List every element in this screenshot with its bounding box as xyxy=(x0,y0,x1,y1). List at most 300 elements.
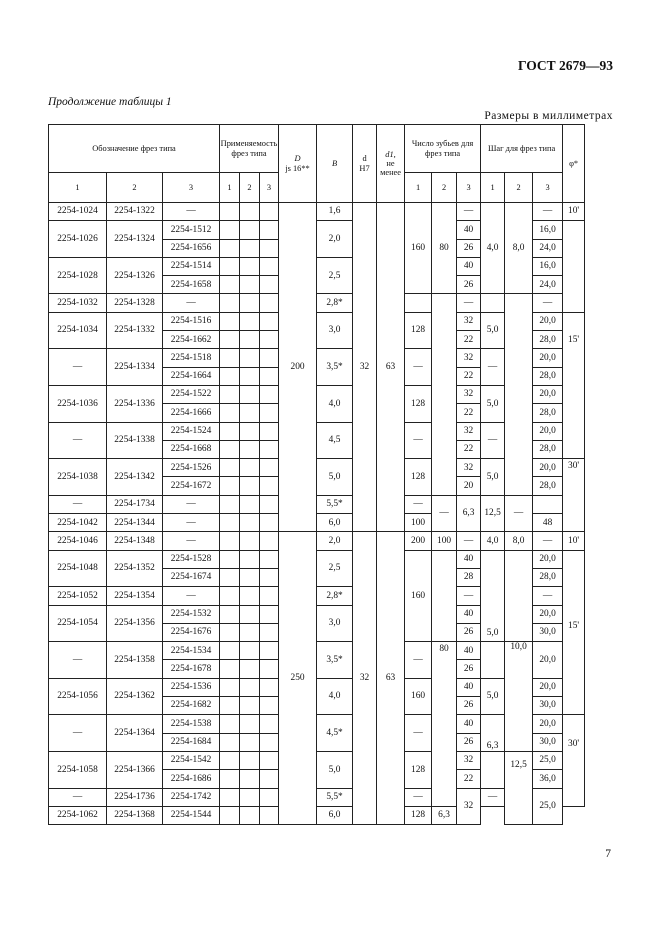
cell-z3: 26 xyxy=(457,623,481,641)
cell-phi: 30' xyxy=(563,715,585,806)
header-phi: φ* xyxy=(563,125,585,203)
cell-appl3 xyxy=(260,385,279,403)
cell-d1: 63 xyxy=(377,532,405,825)
cell-z3: 26 xyxy=(457,733,481,751)
cell-s3: 28,0 xyxy=(533,568,563,586)
cell-s3: 28,0 xyxy=(533,331,563,349)
cell-appl1 xyxy=(220,532,240,550)
cell-z3: — xyxy=(457,532,481,550)
cell-z1: — xyxy=(405,495,432,513)
cell-s1: 5,0 xyxy=(481,459,505,496)
cell-type3: 2254-1742 xyxy=(163,788,220,806)
table-row xyxy=(49,294,585,312)
cell-appl2 xyxy=(240,678,260,696)
cell-appl1 xyxy=(220,751,240,769)
header-teeth-1: 1 xyxy=(405,173,432,203)
cell-appl2 xyxy=(240,568,260,586)
cell-z1: — xyxy=(405,788,432,806)
cell-appl2 xyxy=(240,221,260,239)
cell-appl1 xyxy=(220,587,240,605)
cell-z3: 28 xyxy=(457,568,481,586)
cell-appl3 xyxy=(260,697,279,715)
units-note: Размеры в миллиметрах xyxy=(484,110,613,122)
header-type-3: 3 xyxy=(163,173,220,203)
header-pitch-3: 3 xyxy=(533,173,563,203)
cell-z2 xyxy=(432,294,457,495)
cell-type3: 2254-1528 xyxy=(163,550,220,568)
cell-type1: — xyxy=(49,788,107,806)
cell-z2: 48 xyxy=(533,514,563,532)
cell-s1: 5,0 xyxy=(481,550,505,641)
table-row xyxy=(49,422,585,440)
cell-z3: 32 xyxy=(457,385,481,403)
cell-appl1 xyxy=(220,239,240,257)
header-d1: d1, не менее xyxy=(377,125,405,203)
cell-type3: 2254-1662 xyxy=(163,331,220,349)
cell-s2: 12,5 xyxy=(505,751,533,824)
cell-type1: 2254-1024 xyxy=(49,203,107,221)
cell-type2: 2254-1364 xyxy=(107,715,163,752)
cell-z3: 32 xyxy=(457,349,481,367)
cell-s1: 5,0 xyxy=(481,678,505,715)
cell-phi: 15' xyxy=(563,312,585,458)
cell-s3: 16,0 xyxy=(533,257,563,275)
cell-s3: 24,0 xyxy=(533,276,563,294)
cell-appl2 xyxy=(240,770,260,788)
cell-s3: 20,0 xyxy=(533,422,563,440)
cell-s2 xyxy=(505,294,533,495)
cell-type3: 2254-1672 xyxy=(163,477,220,495)
table-row xyxy=(49,532,585,550)
cell-appl3 xyxy=(260,788,279,806)
cell-appl3 xyxy=(260,733,279,751)
cell-type3: 2254-1538 xyxy=(163,715,220,733)
cell-appl2 xyxy=(240,660,260,678)
cell-type3: 2254-1674 xyxy=(163,568,220,586)
table-row xyxy=(49,349,585,367)
cell-z3: 40 xyxy=(457,221,481,239)
cell-z3: — xyxy=(457,587,481,605)
cell-appl2 xyxy=(240,203,260,221)
cell-appl1 xyxy=(220,367,240,385)
cell-type3: 2254-1666 xyxy=(163,404,220,422)
cell-z3: 40 xyxy=(457,605,481,623)
cell-appl2 xyxy=(240,733,260,751)
cell-s1: 6,3 xyxy=(432,806,457,824)
cell-z1: — xyxy=(405,642,432,679)
cell-appl3 xyxy=(260,770,279,788)
cell-appl2 xyxy=(240,276,260,294)
cell-appl2 xyxy=(240,788,260,806)
cell-appl2 xyxy=(240,642,260,660)
table-row xyxy=(49,495,585,513)
cell-s2: 12,5 xyxy=(481,495,505,532)
cell-type3: 2254-1516 xyxy=(163,312,220,330)
cell-s3: — xyxy=(533,532,563,550)
cell-appl3 xyxy=(260,312,279,330)
cell-appl3 xyxy=(260,623,279,641)
cell-appl1 xyxy=(220,770,240,788)
cell-s1: 6,3 xyxy=(457,495,481,532)
cell-s1: 4,0 xyxy=(481,532,505,550)
cell-appl3 xyxy=(260,587,279,605)
cell-type3: 2254-1544 xyxy=(163,806,220,824)
cell-type2: 2254-1332 xyxy=(107,312,163,349)
cell-appl2 xyxy=(240,715,260,733)
cell-B: 2,8* xyxy=(317,294,353,312)
cell-z3: 32 xyxy=(457,459,481,477)
cell-z1: 160 xyxy=(405,550,432,641)
cell-s3: 20,0 xyxy=(533,715,563,733)
document-number: ГОСТ 2679—93 xyxy=(517,58,613,73)
cell-D: 200 xyxy=(279,203,317,532)
cell-appl1 xyxy=(220,477,240,495)
cell-z1: — xyxy=(405,715,432,752)
cell-z2 xyxy=(432,550,457,641)
cell-type3: 2254-1676 xyxy=(163,623,220,641)
table-row xyxy=(49,788,585,806)
cell-s3: 24,0 xyxy=(533,239,563,257)
cell-type3: 2254-1682 xyxy=(163,697,220,715)
cell-type2: 2254-1338 xyxy=(107,422,163,459)
cell-type1: — xyxy=(49,349,107,386)
table-row xyxy=(49,312,585,330)
cell-type2: 2254-1356 xyxy=(107,605,163,642)
cell-appl1 xyxy=(220,385,240,403)
cell-z3: 26 xyxy=(457,239,481,257)
cell-type2: 2254-1342 xyxy=(107,459,163,496)
cell-s1: 6,3 xyxy=(481,715,505,752)
cell-z3: 40 xyxy=(457,550,481,568)
cell-z3: 40 xyxy=(457,642,481,660)
cell-appl1 xyxy=(220,660,240,678)
cell-z3: 20 xyxy=(457,477,481,495)
cell-appl1 xyxy=(220,331,240,349)
cell-B: 2,5 xyxy=(317,550,353,587)
cell-appl2 xyxy=(240,587,260,605)
cell-appl1 xyxy=(220,514,240,532)
cell-B: 2,0 xyxy=(317,532,353,550)
cell-appl2 xyxy=(240,697,260,715)
cell-z1: — xyxy=(405,349,432,386)
cell-s1: 5,0 xyxy=(481,312,505,349)
cell-type2: 2254-1362 xyxy=(107,678,163,715)
cell-B: 4,5 xyxy=(317,422,353,459)
cell-s3: 20,0 xyxy=(533,678,563,696)
cell-appl1 xyxy=(220,678,240,696)
cell-appl3 xyxy=(260,495,279,513)
cell-z3: — xyxy=(457,294,481,312)
cell-z2: 80 xyxy=(432,642,457,807)
cell-z3: 40 xyxy=(457,715,481,733)
cell-B: 5,5* xyxy=(317,788,353,806)
cell-type3: 2254-1526 xyxy=(163,459,220,477)
cell-type2: 2254-1736 xyxy=(107,788,163,806)
header-appl-1: 1 xyxy=(220,173,240,203)
cell-appl2 xyxy=(240,514,260,532)
cell-appl3 xyxy=(260,294,279,312)
cell-appl3 xyxy=(260,367,279,385)
cell-type3: 2254-1514 xyxy=(163,257,220,275)
cell-s3: 20,0 xyxy=(533,642,563,679)
cell-appl2 xyxy=(240,239,260,257)
cell-appl3 xyxy=(260,239,279,257)
cell-appl3 xyxy=(260,642,279,660)
cell-s3: 30,0 xyxy=(533,697,563,715)
table-row xyxy=(49,459,585,477)
cell-z1 xyxy=(405,294,432,312)
cell-type1: 2254-1026 xyxy=(49,221,107,258)
cell-s3: 28,0 xyxy=(533,404,563,422)
cell-z3: 26 xyxy=(457,276,481,294)
cell-z3: 40 xyxy=(457,678,481,696)
cell-z1: — xyxy=(405,422,432,459)
cell-s3: 28,0 xyxy=(533,367,563,385)
cell-type3: 2254-1656 xyxy=(163,239,220,257)
cell-appl3 xyxy=(260,514,279,532)
cell-s3: 36,0 xyxy=(533,770,563,788)
cell-appl2 xyxy=(240,294,260,312)
cell-type2: 2254-1344 xyxy=(107,514,163,532)
cell-type3: 2254-1518 xyxy=(163,349,220,367)
cell-z1: 128 xyxy=(405,751,432,788)
header-type-2: 2 xyxy=(107,173,163,203)
cell-appl1 xyxy=(220,349,240,367)
cell-type3: 2254-1678 xyxy=(163,660,220,678)
cell-B: 3,0 xyxy=(317,605,353,642)
cell-type3: 2254-1658 xyxy=(163,276,220,294)
cell-z1: 100 xyxy=(405,514,432,532)
cell-phi: 10' xyxy=(563,532,585,550)
cell-B: 1,6 xyxy=(317,203,353,221)
cell-appl3 xyxy=(260,203,279,221)
cell-appl3 xyxy=(260,257,279,275)
header-d: d H7 xyxy=(353,125,377,203)
cell-appl3 xyxy=(260,550,279,568)
cell-s2: 8,0 xyxy=(505,532,533,550)
cell-type2: 2254-1366 xyxy=(107,751,163,788)
cell-B: 4,0 xyxy=(317,678,353,715)
cell-type1: 2254-1054 xyxy=(49,605,107,642)
cell-s3: 25,0 xyxy=(533,751,563,769)
cell-type3: 2254-1536 xyxy=(163,678,220,696)
table-row xyxy=(49,642,585,660)
cell-appl3 xyxy=(260,349,279,367)
cell-s1: 5,0 xyxy=(481,385,505,422)
cell-z1: 128 xyxy=(405,806,432,824)
cell-z1: 160 xyxy=(405,678,432,715)
cell-type1: 2254-1032 xyxy=(49,294,107,312)
cell-type2: 2254-1336 xyxy=(107,385,163,422)
cell-s3: — xyxy=(533,294,563,312)
cell-s1: — xyxy=(481,788,505,806)
cell-appl3 xyxy=(260,422,279,440)
cell-s1: — xyxy=(481,349,505,386)
cell-s1: 4,0 xyxy=(481,203,505,294)
cell-s3: 16,0 xyxy=(533,221,563,239)
cell-appl3 xyxy=(260,678,279,696)
cell-type1: 2254-1034 xyxy=(49,312,107,349)
cell-z3: 22 xyxy=(457,367,481,385)
cell-s3: 28,0 xyxy=(533,477,563,495)
cell-appl3 xyxy=(260,751,279,769)
cell-type2: 2254-1348 xyxy=(107,532,163,550)
cell-s3: — xyxy=(533,203,563,221)
cell-type3: — xyxy=(163,294,220,312)
cell-appl3 xyxy=(260,715,279,733)
cell-appl3 xyxy=(260,221,279,239)
cell-type3: 2254-1522 xyxy=(163,385,220,403)
cell-appl2 xyxy=(240,349,260,367)
cell-B: 3,0 xyxy=(317,312,353,349)
cell-B: 5,0 xyxy=(317,459,353,496)
cell-z3: 26 xyxy=(457,660,481,678)
table-continuation-caption: Продолжение таблицы 1 xyxy=(48,96,172,108)
cell-s1: — xyxy=(481,422,505,459)
cell-type1: 2254-1048 xyxy=(49,550,107,587)
cell-appl2 xyxy=(240,404,260,422)
cell-s3: — xyxy=(533,587,563,605)
header-D: D js 16** xyxy=(279,125,317,203)
cell-s3: 20,0 xyxy=(533,459,563,477)
cell-s3: 30,0 xyxy=(533,733,563,751)
cell-appl2 xyxy=(240,751,260,769)
cell-appl1 xyxy=(220,733,240,751)
cell-type1: 2254-1046 xyxy=(49,532,107,550)
cell-type1: — xyxy=(49,495,107,513)
cell-type1: 2254-1058 xyxy=(49,751,107,788)
cell-appl1 xyxy=(220,276,240,294)
cell-appl1 xyxy=(220,715,240,733)
cell-type3: 2254-1686 xyxy=(163,770,220,788)
cell-phi: 15' xyxy=(563,550,585,715)
cell-appl2 xyxy=(240,532,260,550)
cell-type3: 2254-1684 xyxy=(163,733,220,751)
cell-B: 5,5* xyxy=(317,495,353,513)
header-pitch: Шаг для фрез типа xyxy=(481,125,563,173)
cell-type1: — xyxy=(49,422,107,459)
cell-z3: 32 xyxy=(457,788,481,825)
cell-type2: 2254-1368 xyxy=(107,806,163,824)
cell-type3: 2254-1542 xyxy=(163,751,220,769)
cell-s1 xyxy=(481,294,505,312)
header-teeth-3: 3 xyxy=(457,173,481,203)
cell-z1: 160 xyxy=(405,203,432,294)
cell-z2: 100 xyxy=(432,532,457,550)
cell-type1: — xyxy=(49,642,107,679)
cell-z3: 32 xyxy=(457,312,481,330)
cell-s1 xyxy=(481,751,505,788)
cell-s3: 20,0 xyxy=(533,312,563,330)
table-row xyxy=(49,715,585,733)
header-teeth-2: 2 xyxy=(432,173,457,203)
cell-s3: 20,0 xyxy=(533,550,563,568)
cell-type3: — xyxy=(163,495,220,513)
cell-type1: 2254-1052 xyxy=(49,587,107,605)
cell-z3: 22 xyxy=(457,440,481,458)
cell-s3: 20,0 xyxy=(533,349,563,367)
cell-type2: 2254-1734 xyxy=(107,495,163,513)
cell-s2: 10,0 xyxy=(505,642,533,752)
cell-s3: 20,0 xyxy=(533,605,563,623)
cell-appl1 xyxy=(220,788,240,806)
cell-appl2 xyxy=(240,605,260,623)
cell-type2: 2254-1322 xyxy=(107,203,163,221)
cell-appl1 xyxy=(220,404,240,422)
cell-type2: 2254-1354 xyxy=(107,587,163,605)
cell-s3: — xyxy=(505,495,533,532)
cell-appl3 xyxy=(260,331,279,349)
cell-appl2 xyxy=(240,385,260,403)
cell-B: 4,0 xyxy=(317,385,353,422)
header-pitch-1: 1 xyxy=(481,173,505,203)
cell-z1: 128 xyxy=(405,385,432,422)
cell-appl1 xyxy=(220,257,240,275)
cell-appl1 xyxy=(220,203,240,221)
header-teeth: Число зубьев для фрез типа xyxy=(405,125,481,173)
cell-appl2 xyxy=(240,257,260,275)
cell-B: 3,5* xyxy=(317,642,353,679)
cell-z1: 128 xyxy=(405,312,432,349)
cell-type2: 2254-1358 xyxy=(107,642,163,679)
cell-type3: 2254-1664 xyxy=(163,367,220,385)
cell-phi xyxy=(563,221,585,312)
cutter-dimensions-table xyxy=(48,124,585,825)
cell-type2: 2254-1334 xyxy=(107,349,163,386)
cell-type3: 2254-1532 xyxy=(163,605,220,623)
header-appl-2: 2 xyxy=(240,173,260,203)
cell-B: 6,0 xyxy=(317,806,353,824)
cell-type1: 2254-1042 xyxy=(49,514,107,532)
cell-type1: 2254-1036 xyxy=(49,385,107,422)
cell-appl1 xyxy=(220,623,240,641)
cell-appl3 xyxy=(260,404,279,422)
cell-phi: 30' xyxy=(563,459,585,532)
cell-type1: — xyxy=(49,715,107,752)
cell-B: 5,0 xyxy=(317,751,353,788)
cell-s3: 20,0 xyxy=(533,385,563,403)
cell-z3: — xyxy=(457,203,481,221)
table-row xyxy=(49,385,585,403)
cell-z3: 32 xyxy=(457,422,481,440)
cell-z3: — xyxy=(432,495,457,532)
cell-s2: 8,0 xyxy=(505,203,533,294)
cell-B: 2,0 xyxy=(317,221,353,258)
table-row xyxy=(49,751,585,769)
cell-z3: 22 xyxy=(457,404,481,422)
cell-appl2 xyxy=(240,312,260,330)
cell-appl3 xyxy=(260,276,279,294)
cell-appl3 xyxy=(260,440,279,458)
cell-appl1 xyxy=(220,642,240,660)
cell-D: 250 xyxy=(279,532,317,825)
cell-type2: 2254-1352 xyxy=(107,550,163,587)
table-row xyxy=(49,203,585,221)
cell-appl1 xyxy=(220,806,240,824)
cell-appl2 xyxy=(240,477,260,495)
cell-appl1 xyxy=(220,568,240,586)
table-row xyxy=(49,550,585,568)
cell-s1 xyxy=(481,642,505,679)
cell-appl3 xyxy=(260,605,279,623)
cell-z3: 32 xyxy=(457,751,481,769)
cell-type3: 2254-1512 xyxy=(163,221,220,239)
cell-appl2 xyxy=(240,550,260,568)
cell-s2 xyxy=(505,550,533,641)
cell-appl2 xyxy=(240,367,260,385)
cell-type2: 2254-1326 xyxy=(107,257,163,294)
cell-type3: — xyxy=(163,514,220,532)
